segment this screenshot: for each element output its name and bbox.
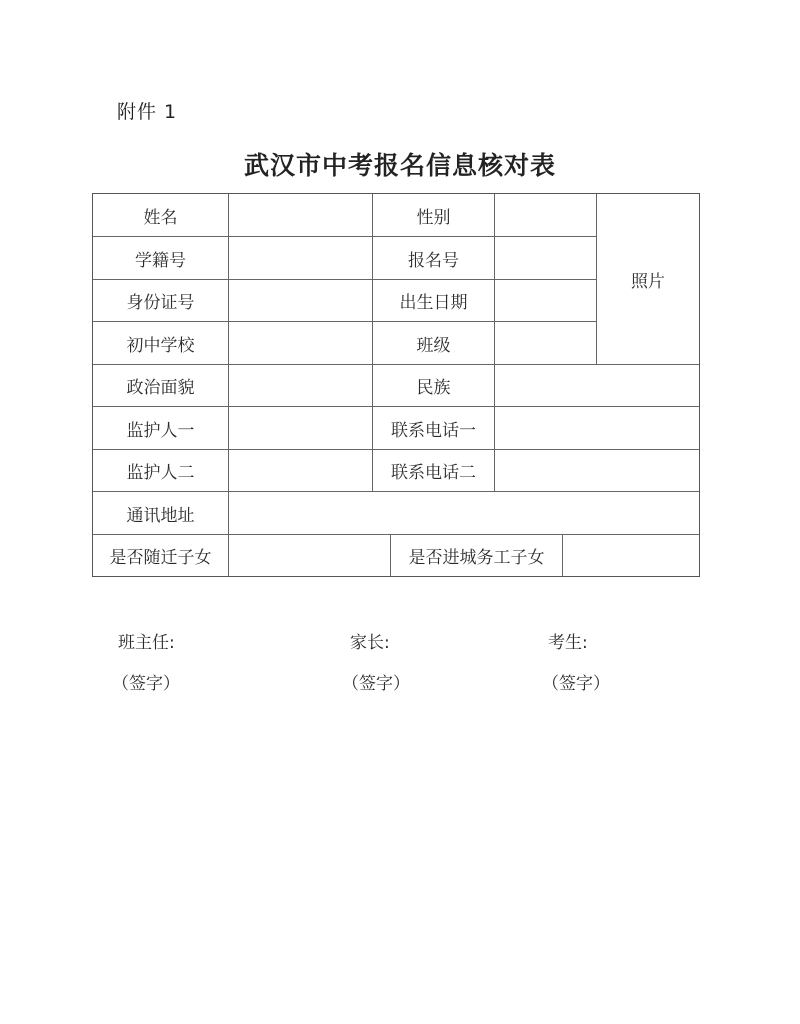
field-guardian-1[interactable] (229, 407, 373, 450)
label-political-status: 政治面貌 (93, 365, 229, 407)
student-signature-label: 考生: (548, 633, 588, 653)
label-phone-2: 联系电话二 (373, 450, 495, 492)
label-middle-school: 初中学校 (93, 322, 229, 365)
field-birth-date[interactable] (495, 280, 597, 322)
student-sign-note: （签字） (542, 674, 610, 694)
field-political-status[interactable] (229, 365, 373, 407)
label-gender: 性别 (373, 194, 495, 237)
attachment-label: 附件 1 (117, 101, 178, 123)
label-id-number: 身份证号 (93, 280, 229, 322)
field-middle-school[interactable] (229, 322, 373, 365)
field-guardian-2[interactable] (229, 450, 373, 492)
label-address: 通讯地址 (93, 492, 229, 535)
label-phone-1: 联系电话一 (373, 407, 495, 450)
label-migrant-child: 是否随迁子女 (93, 535, 229, 576)
field-id-number[interactable] (229, 280, 373, 322)
parent-signature-label: 家长: (350, 633, 390, 653)
field-urban-worker-child[interactable] (563, 535, 699, 576)
field-name[interactable] (229, 194, 373, 237)
field-gender[interactable] (495, 194, 597, 237)
field-phone-2[interactable] (495, 450, 699, 492)
label-registration-no: 报名号 (373, 237, 495, 280)
label-ethnicity: 民族 (373, 365, 495, 407)
field-phone-1[interactable] (495, 407, 699, 450)
field-ethnicity[interactable] (495, 365, 699, 407)
page-title: 武汉市中考报名信息核对表 (243, 151, 556, 180)
field-student-id[interactable] (229, 237, 373, 280)
label-birth-date: 出生日期 (373, 280, 495, 322)
registration-info-table (92, 193, 700, 577)
parent-sign-note: （签字） (342, 674, 410, 694)
label-guardian-2: 监护人二 (93, 450, 229, 492)
photo-box[interactable]: 照片 (597, 194, 699, 365)
label-urban-worker-child: 是否进城务工子女 (391, 535, 563, 576)
field-class[interactable] (495, 322, 597, 365)
label-student-id: 学籍号 (93, 237, 229, 280)
label-class: 班级 (373, 322, 495, 365)
field-registration-no[interactable] (495, 237, 597, 280)
head-teacher-sign-note: （签字） (112, 674, 180, 694)
head-teacher-signature-label: 班主任: (118, 633, 175, 653)
label-name: 姓名 (93, 194, 229, 237)
label-guardian-1: 监护人一 (93, 407, 229, 450)
field-address[interactable] (229, 492, 699, 535)
field-migrant-child[interactable] (229, 535, 391, 576)
